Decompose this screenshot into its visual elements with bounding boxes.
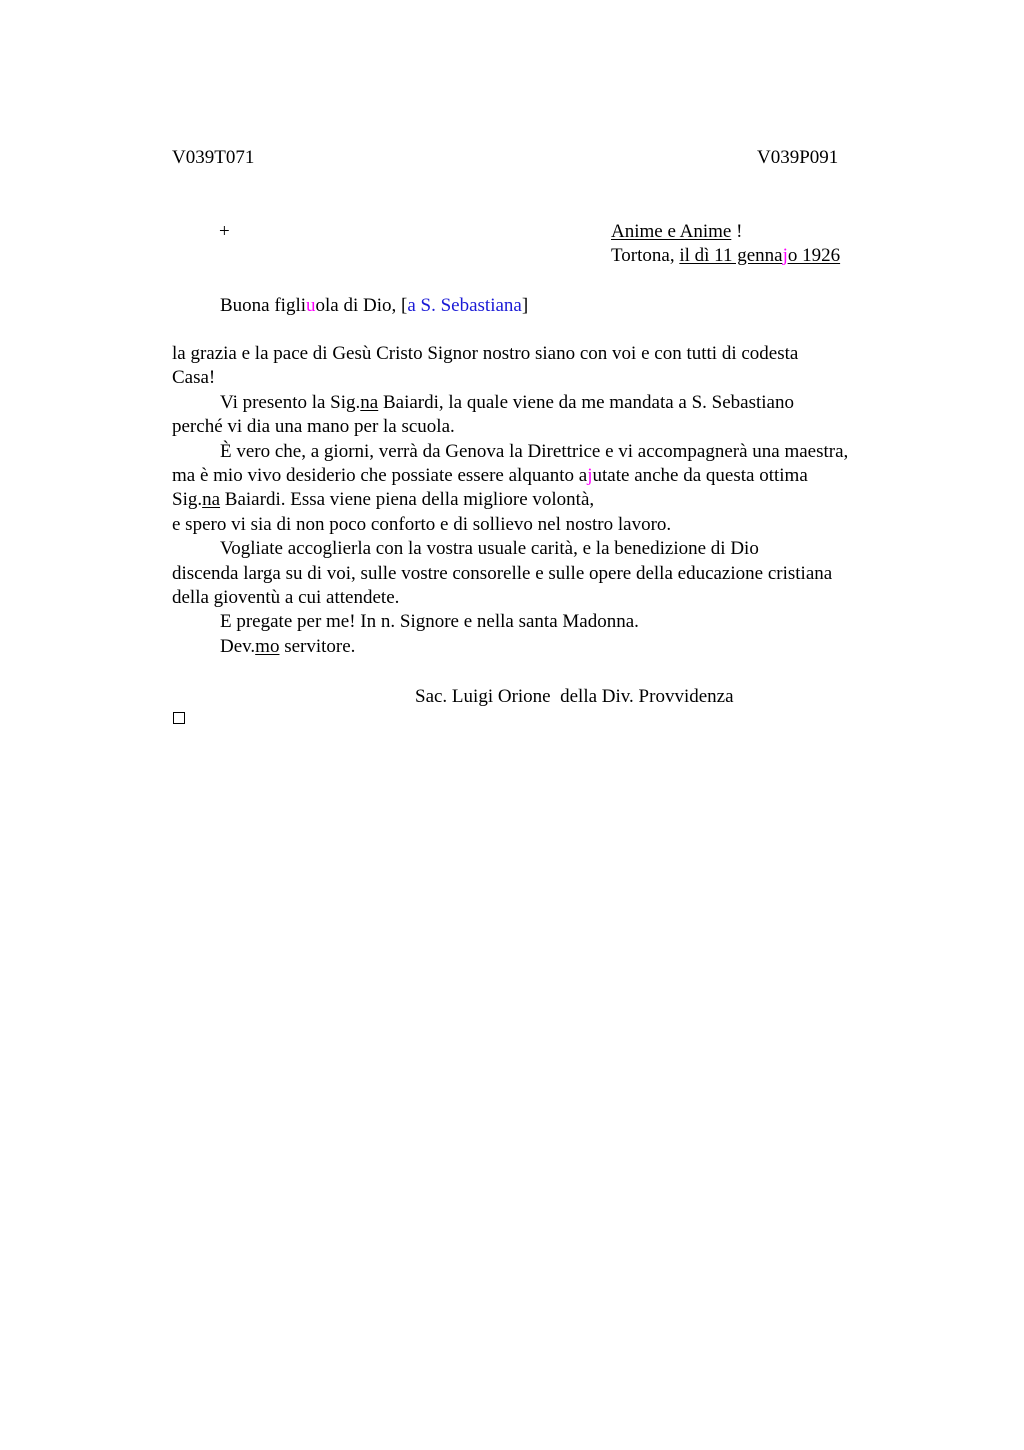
body-line: Dev.mo servitore. [220, 635, 356, 657]
body-line: È vero che, a giorni, verrà da Genova la Direttrice e vi accompagnerà una maestra, [220, 440, 849, 462]
place-date [611, 244, 840, 268]
body-line: perché vi dia una mano per la scuola. [172, 416, 455, 438]
motto [611, 220, 742, 244]
signature: Sac. Luigi Orione della Div. Provvidenza [415, 686, 734, 707]
body-line: ma è mio vivo desiderio che possiate essere alquanto ajutate anche da questa ottima [172, 465, 808, 487]
end-marker-box [173, 712, 185, 724]
body-correction-j: j [587, 465, 593, 487]
body-line: la grazia e la pace di Gesù Cristo Signor nostro siano con voi e con tutti di codesta [172, 343, 799, 364]
document-code-right: V039P091 [757, 147, 839, 168]
salutation-correction-u: u [306, 295, 316, 316]
motto-underlined: Anime e Anime [611, 221, 732, 242]
body-line: Vi presento la Sig.na Baiardi, la quale viene da me mandata a S. Sebastiano [220, 391, 794, 413]
salutation-addressee: a S. Sebastiana [407, 295, 522, 316]
salutation: Buona figliuola di Dio, [a S. Sebastiana] [220, 295, 529, 316]
date: il dì 11 gennajo 1926 [679, 245, 841, 266]
cross-symbol: + [219, 221, 230, 242]
motto-tail: ! [731, 221, 743, 242]
body-line: Casa! [172, 367, 216, 389]
document-code-left: V039T071 [172, 147, 255, 168]
body-line: e spero vi sia di non poco conforto e di sollievo nel nostro lavoro. [172, 513, 672, 535]
body-line: Vogliate accoglierla con la vostra usuale carità, e la benedizione di Dio [220, 538, 759, 560]
date-correction-j: j [782, 245, 788, 266]
letter-body [172, 342, 912, 659]
body-line: della gioventù a cui attendete. [172, 587, 400, 609]
place: Tortona, [611, 245, 680, 266]
body-line: discenda larga su di voi, sulle vostre consorelle e sulle opere della educazione cristiana [172, 562, 833, 584]
body-line: E pregate per me! In n. Signore e nella santa Madonna. [220, 611, 639, 633]
body-line: Sig.na Baiardi. Essa viene piena della migliore volontà, [172, 489, 595, 511]
